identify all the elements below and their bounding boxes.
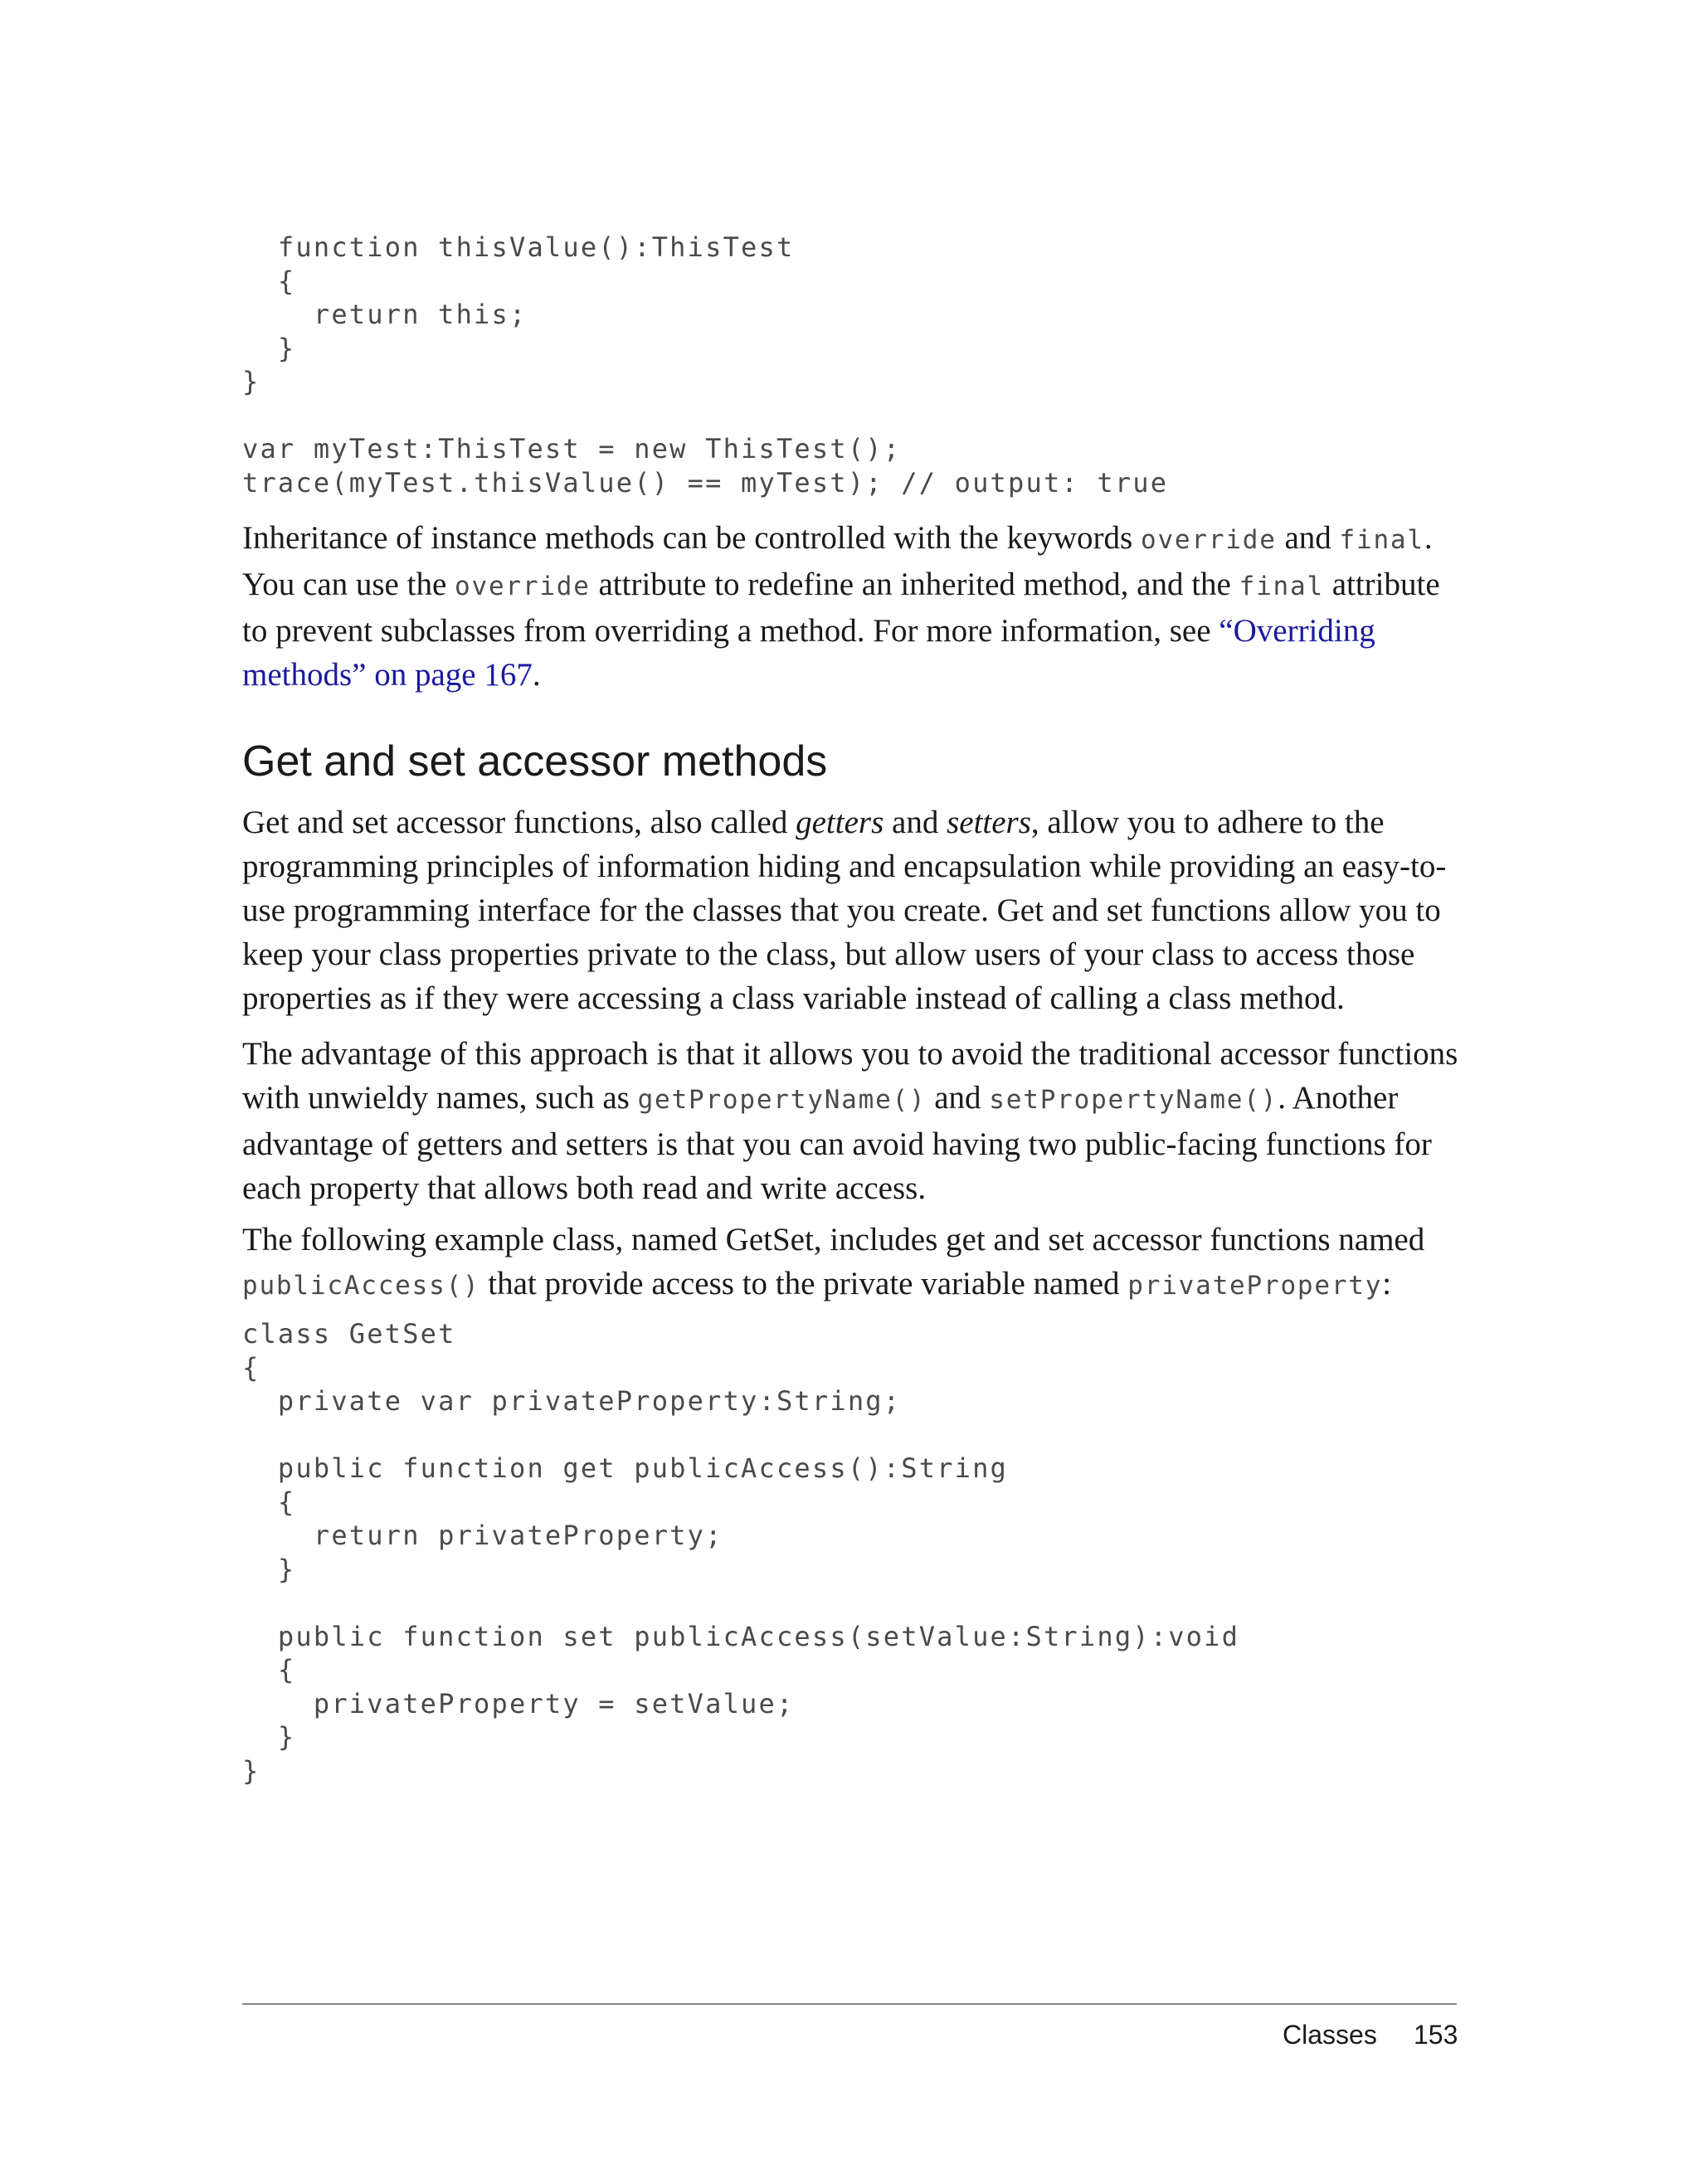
text-span: attribute to redefine an inherited method, and the <box>590 567 1239 602</box>
footer-divider <box>242 2003 1457 2005</box>
text-span: The advantage of this approach is that it allows you to avoid the traditional accessor functions with unwieldy names, such as <box>242 1036 1458 1116</box>
inline-code-privateproperty: privateProperty <box>1127 1271 1383 1301</box>
paragraph-getters-setters <box>242 800 1462 1020</box>
inline-code-getpropertyname: getPropertyName() <box>637 1085 927 1115</box>
cross-reference-link[interactable]: “Overriding methods” on page 167 <box>242 613 1375 693</box>
text-span: attribute to prevent subclasses from overriding a method. For more information, see <box>242 567 1440 649</box>
text-span: Inheritance of instance methods can be controlled with the keywords <box>242 520 1141 556</box>
inline-code-override: override <box>455 572 591 601</box>
inline-code-final: final <box>1339 525 1424 555</box>
footer-chapter-title: Classes <box>1283 2020 1377 2050</box>
emphasis-setters: setters <box>947 805 1031 840</box>
inline-code-publicaccess: publicAccess() <box>242 1271 480 1301</box>
emphasis-getters: getters <box>796 805 884 840</box>
text-span: and <box>884 805 947 840</box>
paragraph-example-intro <box>242 1218 1462 1308</box>
text-span: Get and set accessor functions, also called <box>242 805 796 840</box>
text-span: . Another advantage of getters and setters is that you can avoid having two public-facing functions for each property that allows both read and write access. <box>242 1080 1432 1206</box>
text-span: : <box>1382 1266 1392 1301</box>
footer-page-number: 153 <box>1414 2020 1458 2050</box>
code-block-getset: class GetSet { private var privateProperty:String; public function get publicAccess():String { return privateProperty; } public function set publicAccess(setValue:String):void { privateProperty = setValue; } } <box>242 1318 1240 1787</box>
paragraph-advantage <box>242 1032 1462 1210</box>
text-span: . <box>532 657 541 693</box>
paragraph-inheritance <box>242 516 1462 697</box>
text-span: and <box>1276 520 1340 556</box>
inline-code-override: override <box>1140 525 1277 555</box>
text-span: that provide access to the private variable named <box>480 1266 1128 1301</box>
text-span: The following example class, named GetSet, includes get and set accessor functions named <box>242 1222 1425 1257</box>
code-block-this-test: function thisValue():ThisTest { return this; } } var myTest:ThisTest = new ThisTest(); trace(myTest.thisValue() == myTest); // output: true <box>242 231 1169 499</box>
section-heading: Get and set accessor methods <box>242 737 828 786</box>
text-span: , allow you to adhere to the programming principles of information hiding and encapsulation while providing an easy-to-use programming interface for the classes that you create. Get and set functions allow you to keep your class properties private to the class, but allow users of your class to access those properties as if they were accessing a class variable instead of calling a class method. <box>242 805 1447 1016</box>
text-span: . You can use the <box>242 520 1433 602</box>
inline-code-setpropertyname: setPropertyName() <box>989 1085 1278 1115</box>
inline-code-final: final <box>1239 572 1324 601</box>
text-span: and <box>926 1080 990 1116</box>
